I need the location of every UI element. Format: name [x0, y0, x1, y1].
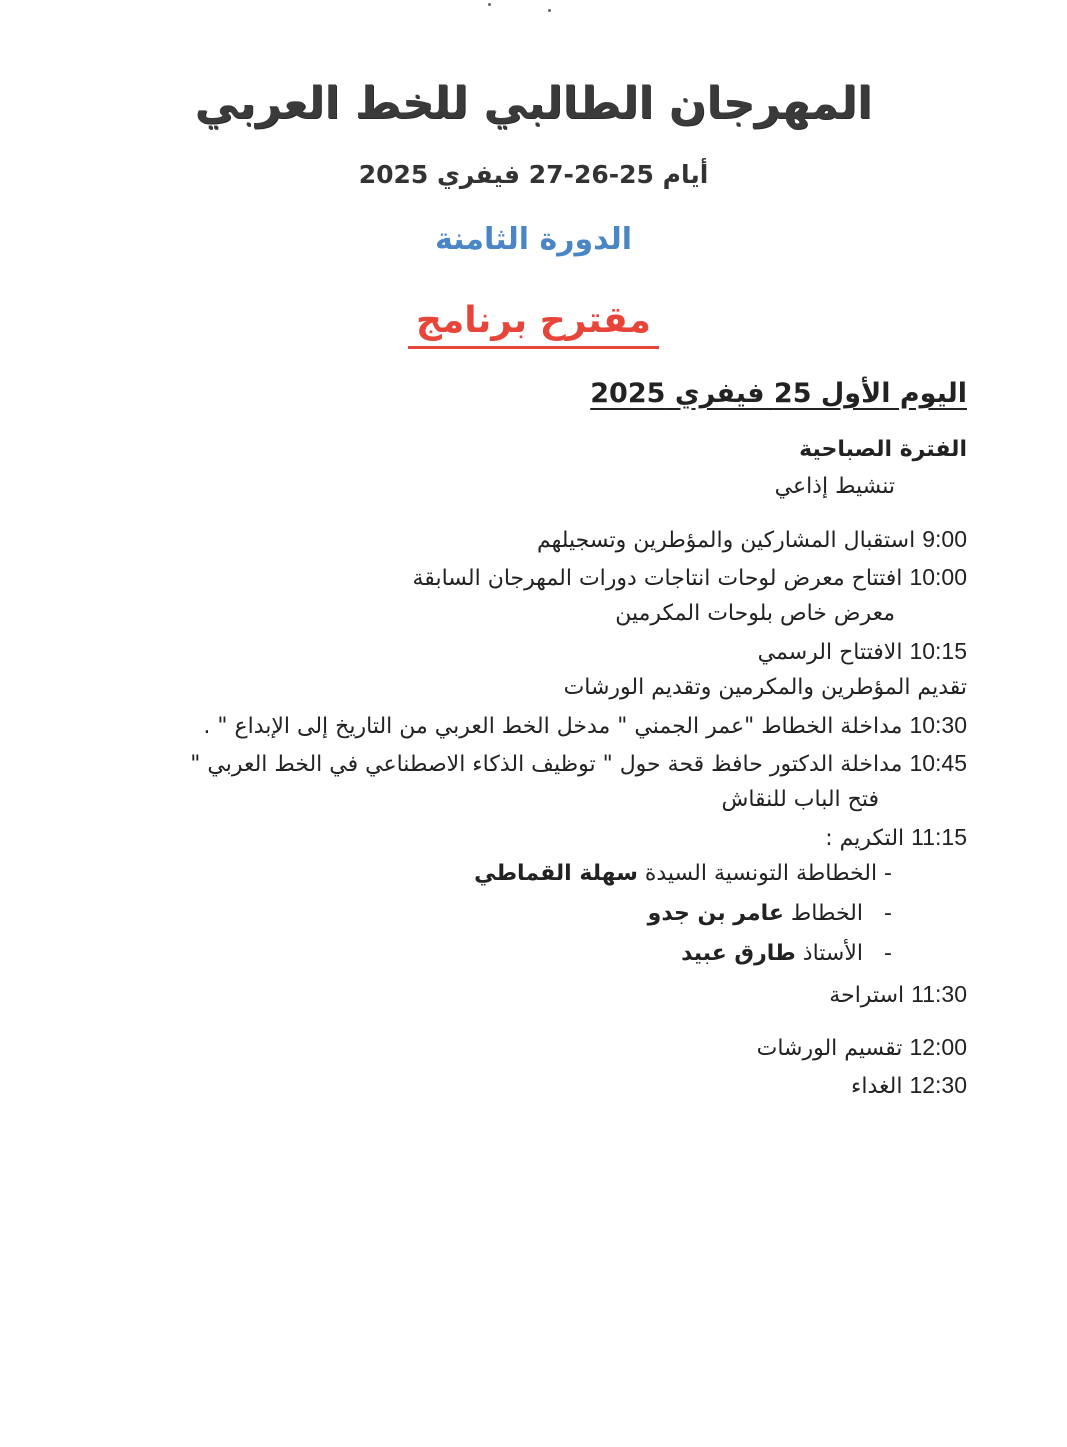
schedule-item: [203, 712, 967, 739]
day-heading: اليوم الأول 25 فيفري 2025: [590, 378, 967, 409]
schedule-text: فتح الباب للنقاش: [721, 787, 879, 812]
festival-title: المهرجان الطالبي للخط العربي: [194, 78, 873, 129]
schedule-item: [825, 824, 967, 851]
proposal-label: مقترح برنامج: [408, 300, 659, 349]
schedule-text: الافتتاح الرسمي: [757, 640, 903, 665]
schedule-text: استراحة: [829, 983, 905, 1008]
schedule-item: [721, 787, 879, 812]
schedule-time: 10:00: [909, 564, 967, 590]
honoree-item: - الخطاط عامر بن جدو: [647, 901, 892, 926]
proposal-banner: [0, 300, 1067, 349]
schedule-text: معرض خاص بلوحات المكرمين: [615, 601, 895, 626]
scan-speck: [548, 9, 551, 12]
schedule-text: مداخلة الخطاط "عمر الجمني " مدخل الخط العربي من التاريخ إلى الإبداع " .: [203, 714, 903, 739]
schedule-time: 10:45: [909, 750, 967, 776]
schedule-item: [851, 1072, 967, 1099]
schedule-time: 9:00: [922, 526, 967, 552]
scan-speck: [488, 3, 491, 6]
honoree-name: سهلة القماطي: [474, 861, 638, 886]
festival-dates: أيام 25-26-27 فيفري 2025: [358, 160, 709, 189]
schedule-time: 11:15: [911, 824, 967, 850]
schedule-item: [757, 1034, 967, 1061]
schedule-time: 10:15: [909, 638, 967, 664]
schedule-time: 10:30: [909, 712, 967, 738]
schedule-item: [615, 601, 895, 626]
schedule-item: [829, 981, 967, 1008]
honoree-prefix: الخطاط: [790, 901, 863, 926]
schedule-text: تقديم المؤطرين والمكرمين وتقديم الورشات: [563, 675, 967, 700]
schedule-text: استقبال المشاركين والمؤطرين وتسجيلهم: [536, 528, 916, 553]
schedule-time: 12:30: [909, 1072, 967, 1098]
schedule-item: [413, 564, 967, 591]
honoree-prefix: - الخطاطة التونسية السيدة: [644, 861, 892, 886]
schedule-time: 11:30: [911, 981, 967, 1007]
schedule-text: الغداء: [851, 1074, 903, 1099]
schedule-text: افتتاح معرض لوحات انتاجات دورات المهرجان السابقة: [412, 566, 903, 591]
schedule-text: تقسيم الورشات: [756, 1036, 903, 1061]
schedule-item: [564, 675, 967, 700]
edition-label: الدورة الثامنة: [434, 222, 633, 257]
schedule-item: [758, 638, 967, 665]
schedule-text: مداخلة الدكتور حافظ قحة حول " توظيف الذكاء الاصطناعي في الخط العربي ": [190, 752, 903, 777]
honoree-prefix: الأستاذ: [802, 941, 863, 966]
honoree-item: [474, 861, 892, 886]
honoree-name: طارق عبيد: [681, 941, 796, 966]
schedule-item: [537, 526, 967, 553]
schedule-text: التكريم :: [825, 826, 905, 851]
morning-period: الفترة الصباحية: [799, 437, 967, 462]
honoree-name: عامر بن جدو: [647, 901, 784, 926]
schedule-time: 12:00: [909, 1034, 967, 1060]
schedule-item: [190, 750, 967, 777]
honoree-item: - الأستاذ طارق عبيد: [681, 941, 892, 966]
radio-activity: تنشيط إذاعي: [774, 474, 895, 499]
